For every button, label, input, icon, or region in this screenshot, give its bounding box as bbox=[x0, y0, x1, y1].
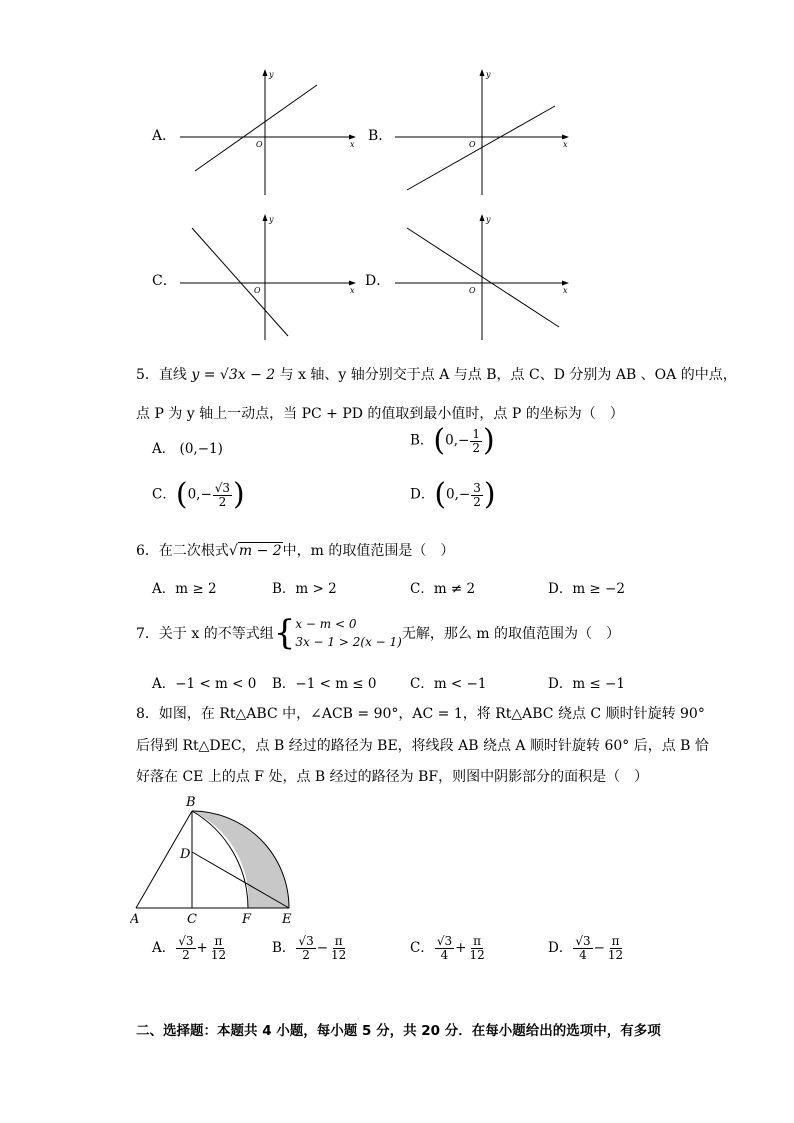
option-c-label: C． bbox=[152, 273, 177, 289]
q6-option-b: B．m > 2 bbox=[272, 581, 337, 597]
q8-option-a-d1: 2 bbox=[182, 948, 190, 962]
q8-option-a-label: A． bbox=[152, 940, 176, 956]
q8-option-c-d1: 4 bbox=[440, 948, 449, 962]
q8-line3: 好落在 CE 上的点 F 处，点 B 经过的路径为 BF，则图中阴影部分的面积是（ ） bbox=[136, 769, 649, 785]
label-f: F bbox=[242, 912, 252, 925]
q5-option-a bbox=[152, 437, 223, 457]
q5-option-c-label: C． bbox=[152, 486, 176, 503]
q6-prefix: 6．在二次根式 bbox=[136, 543, 229, 559]
q5-option-b-head: 0,− bbox=[445, 432, 470, 449]
q6-option-c: C．m ≠ 2 bbox=[410, 581, 476, 597]
label-e: E bbox=[282, 912, 292, 925]
q8-option-c-d2: 12 bbox=[469, 948, 485, 962]
q5-option-d-num: 3 bbox=[473, 480, 481, 495]
graph-b-xlabel: x bbox=[563, 140, 568, 149]
q5-option-d: D．(0,− $\frac{3}{2}$ ) bbox=[410, 477, 496, 512]
q5-equation: y = √3x − 2 bbox=[191, 367, 276, 383]
q7-suffix: 无解，那么 m 的取值范围为（ ） bbox=[401, 626, 621, 642]
graph-b-origin: O bbox=[469, 140, 476, 149]
graph-b bbox=[385, 65, 585, 200]
graph-d-origin: O bbox=[469, 286, 476, 295]
q5-option-b-den: 2 bbox=[472, 440, 480, 455]
q8-option-b-n1: √3 bbox=[298, 934, 314, 948]
q5-option-c-head: 0,− bbox=[187, 486, 212, 503]
q7-option-a: A．−1 < m < 0 bbox=[152, 676, 257, 692]
q8-option-a-n2: π bbox=[214, 934, 223, 948]
q8-option-b-label: B． bbox=[272, 940, 296, 956]
q5-option-c-num: √3 bbox=[214, 480, 231, 495]
label-a: A bbox=[130, 912, 140, 925]
q5-line1-text: 与 x 轴、y 轴分别交于点 A 与点 B，点 C、D 分别为 AB 、OA 的中点， bbox=[279, 367, 737, 383]
q5-option-b-num: 1 bbox=[472, 426, 480, 441]
q7-ineq2: 3x − 1 > 2(x − 1) bbox=[295, 635, 402, 649]
option-b-label: B． bbox=[368, 128, 393, 144]
q8-option-b-d2: 12 bbox=[331, 948, 347, 962]
q7-option-d: D．m ≤ −1 bbox=[548, 676, 625, 692]
q5-line1 bbox=[136, 364, 737, 384]
q5-option-c: C．(0,− $\frac{√3}{2}$ ) bbox=[152, 477, 245, 512]
q5-option-d-den: 2 bbox=[473, 494, 481, 509]
q7-ineq1: x − m < 0 bbox=[295, 617, 357, 631]
graph-a bbox=[170, 65, 370, 200]
q7-system bbox=[295, 615, 402, 651]
option-d-label: D． bbox=[365, 273, 391, 289]
graph-a-origin: O bbox=[256, 140, 263, 149]
section-2-heading: 二、选择题：本题共 4 小题，每小题 5 分，共 20 分．在每小题给出的选项中，有多项 bbox=[136, 1023, 661, 1039]
graph-a-xlabel: x bbox=[350, 140, 355, 149]
graph-d-xlabel: x bbox=[563, 286, 568, 295]
q6-radical: m − 2 bbox=[238, 543, 282, 559]
q8-option-b-n2: π bbox=[334, 934, 343, 948]
brace: { bbox=[273, 613, 296, 653]
graph-d-ylabel: y bbox=[486, 215, 491, 224]
q8-option-b-d1: 2 bbox=[302, 948, 310, 962]
graph-a-ylabel: y bbox=[269, 70, 274, 79]
q8-option-c-label: C． bbox=[410, 940, 434, 956]
graph-b-ylabel: y bbox=[486, 70, 491, 79]
q8-option-a-op: + bbox=[196, 940, 208, 956]
q8-option-b-op: − bbox=[316, 940, 329, 956]
q5-option-d-label: D． bbox=[410, 486, 435, 503]
graph-c-ylabel: y bbox=[269, 215, 274, 224]
label-b: B bbox=[186, 795, 196, 810]
graph-c-origin: O bbox=[254, 286, 261, 295]
q7-prefix: 7．关于 x 的不等式组 bbox=[136, 626, 274, 642]
graph-d bbox=[385, 210, 585, 345]
q8-option-a bbox=[152, 935, 229, 962]
q8-option-a-n1: √3 bbox=[178, 934, 194, 948]
q8-option-c-n1: √3 bbox=[436, 934, 453, 948]
sqrt-sign: √ bbox=[228, 543, 238, 559]
q6-stem bbox=[136, 540, 454, 560]
q5-prefix: 5．直线 bbox=[136, 367, 187, 383]
label-c: C bbox=[187, 912, 197, 925]
q8-option-c bbox=[410, 935, 488, 962]
label-d: D bbox=[180, 847, 191, 862]
graph-c-xlabel: x bbox=[350, 286, 355, 295]
q5-option-b: B．(0,− $\frac{1}{2}$ ) bbox=[410, 423, 495, 458]
q7-stem bbox=[136, 613, 620, 657]
q5-option-c-den: 2 bbox=[218, 494, 227, 509]
q8-option-d-n1: √3 bbox=[575, 934, 591, 948]
q8-option-c-op: + bbox=[455, 940, 467, 956]
q8-option-d-d2: 12 bbox=[607, 948, 624, 962]
q7-option-c: C．m < −1 bbox=[410, 676, 487, 692]
q8-option-d-label: D． bbox=[548, 940, 573, 956]
q6-option-d: D．m ≥ −2 bbox=[548, 581, 625, 597]
q5-line2: 点 P 为 y 轴上一动点，当 PC + PD 的值取到最小值时，点 P 的坐标为（ ） bbox=[136, 406, 624, 422]
q8-figure bbox=[130, 790, 310, 925]
q8-line1: 8．如图，在 Rt△ABC 中，∠ACB = 90°，AC = 1，将 Rt△ABC 绕点 C 顺时针旋转 90° bbox=[136, 706, 705, 722]
q8-option-d-op: − bbox=[593, 940, 605, 956]
q6-option-a: A．m ≥ 2 bbox=[152, 581, 217, 597]
q8-option-a-d2: 12 bbox=[210, 948, 227, 962]
q5-option-a-label: A． bbox=[152, 441, 176, 457]
shaded-region bbox=[192, 811, 289, 908]
q7-option-b: B．−1 < m ≤ 0 bbox=[272, 676, 377, 692]
q8-option-b bbox=[272, 935, 349, 962]
q6-suffix: 中，m 的取值范围是（ ） bbox=[282, 543, 455, 559]
graph-c bbox=[170, 210, 370, 345]
q8-line2: 后得到 Rt△DEC，点 B 经过的路径为 BE，将线段 AB 绕点 A 顺时针旋转 60° 后，点 B 恰 bbox=[136, 738, 709, 754]
option-a-label: A． bbox=[152, 128, 177, 144]
q8-option-d-n2: π bbox=[611, 934, 620, 948]
q8-option-d bbox=[548, 935, 626, 962]
q5-option-b-label: B． bbox=[410, 432, 434, 449]
q8-option-c-n2: π bbox=[473, 934, 482, 948]
q5-option-d-head: 0,− bbox=[446, 486, 471, 503]
q5-option-a-value: (0,−1) bbox=[179, 441, 223, 457]
q8-option-d-d1: 4 bbox=[579, 948, 587, 962]
